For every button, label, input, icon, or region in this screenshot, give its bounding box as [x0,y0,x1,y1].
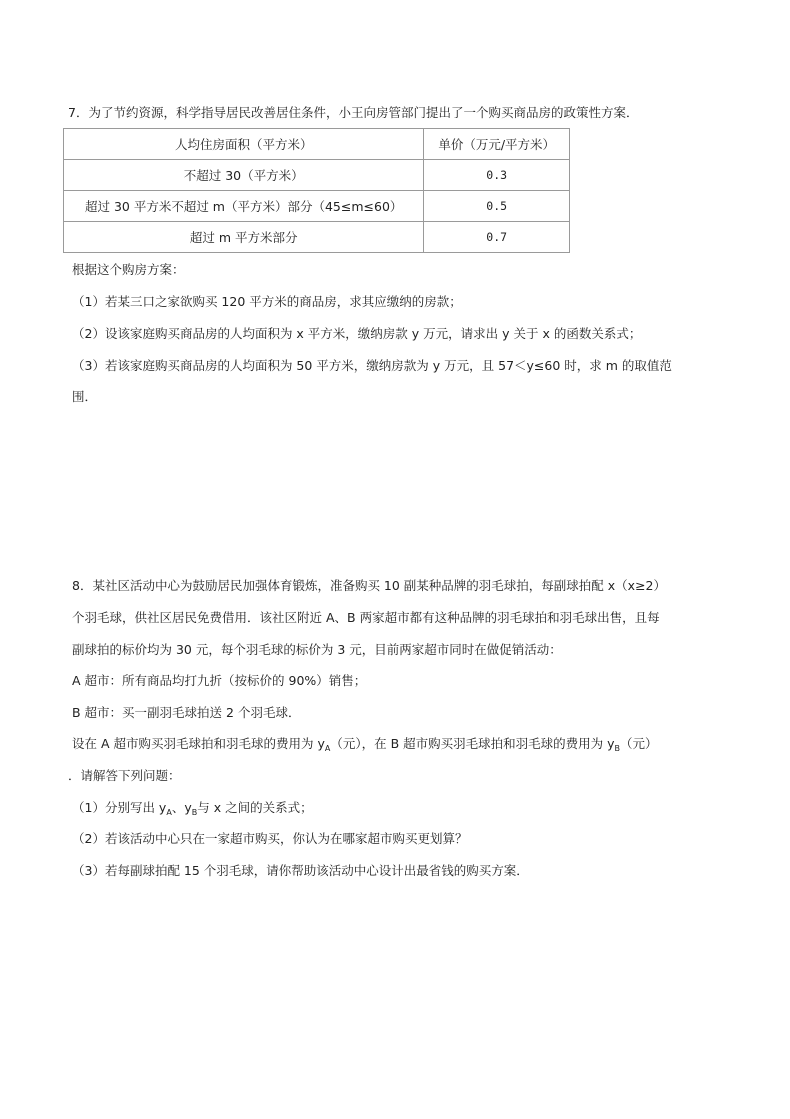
policy-table [63,128,570,253]
q8-setup [72,736,658,757]
subscript-b: B [191,808,198,817]
header-price: 单价（万元/平方米） [424,129,570,160]
q7-part-1: （1）若某三口之家欲购买 120 平方米的商品房，求其应缴纳的房款； [72,294,462,309]
subscript-a: A [324,744,331,753]
q8-part-1-text-2: 、y [171,800,192,815]
row-price: 0.3 [424,160,570,191]
q8-setup-text-2: （元），在 B 超市购买羽毛球拍和羽毛球的费用为 y [330,736,615,751]
q8-part-3: （3）若每副球拍配 15 个羽毛球，请你帮助该活动中心设计出最省钱的购买方案． [72,863,529,878]
q7-part-3: （3）若该家庭购买商品房的人均面积为 50 平方米，缴纳房款为 y 万元，且 57＜y≤60 时，求 m 的取值范 [72,358,672,373]
q7-intro: 7．为了节约资源，科学指导居民改善居住条件，小王向房管部门提出了一个购买商品房的政策性方案． [68,105,639,120]
q8-store-a: A 超市：所有商品均打九折（按标价的 90%）销售； [72,673,367,688]
q7-lead: 根据这个购房方案： [72,262,185,277]
q8-line-2: 个羽毛球，供社区居民免费借用．该社区附近 A、B 两家超市都有这种品牌的羽毛球拍和羽毛球出售，且每 [72,610,660,625]
q8-part-1-text-3: 与 x 之间的关系式； [197,800,313,815]
q8-line-1: 8．某社区活动中心为鼓励居民加强体育锻炼，准备购买 10 副某种品牌的羽毛球拍，每副球拍配 x（x≥2） [72,578,667,593]
row-area: 超过 30 平方米不超过 m（平方米）部分（45≤m≤60） [64,191,424,222]
row-price: 0.5 [424,191,570,222]
q7-part-2: （2）设该家庭购买商品房的人均面积为 x 平方米，缴纳房款 y 万元，请求出 y 关于 x 的函数关系式； [72,326,642,341]
q8-setup-text-3: （元） [620,736,658,751]
row-area: 超过 m 平方米部分 [64,222,424,253]
subscript-a: A [166,808,172,817]
row-area: 不超过 30（平方米） [64,160,424,191]
q8-line-3: 副球拍的标价均为 30 元，每个羽毛球的标价为 3 元，目前两家超市同时在做促销活动： [72,642,562,657]
table-row [64,191,570,222]
q7-part-3-cont: 围． [72,389,98,404]
row-price: 0.7 [424,222,570,253]
q8-store-b: B 超市：买一副羽毛球拍送 2 个羽毛球． [72,705,301,720]
q8-setup-text-1: 设在 A 超市购买羽毛球拍和羽毛球的费用为 y [72,736,325,751]
q8-part-1 [72,800,313,821]
table-header-row [64,129,570,160]
subscript-b: B [614,744,621,753]
table-row [64,222,570,253]
table-row [64,160,570,191]
header-area: 人均住房面积（平方米） [64,129,424,160]
q8-part-1-text-1: （1）分别写出 y [72,800,167,815]
q8-part-2: （2）若该活动中心只在一家超市购买，你认为在哪家超市购买更划算？ [72,831,468,846]
q8-setup-cont: ．请解答下列问题： [68,768,181,783]
